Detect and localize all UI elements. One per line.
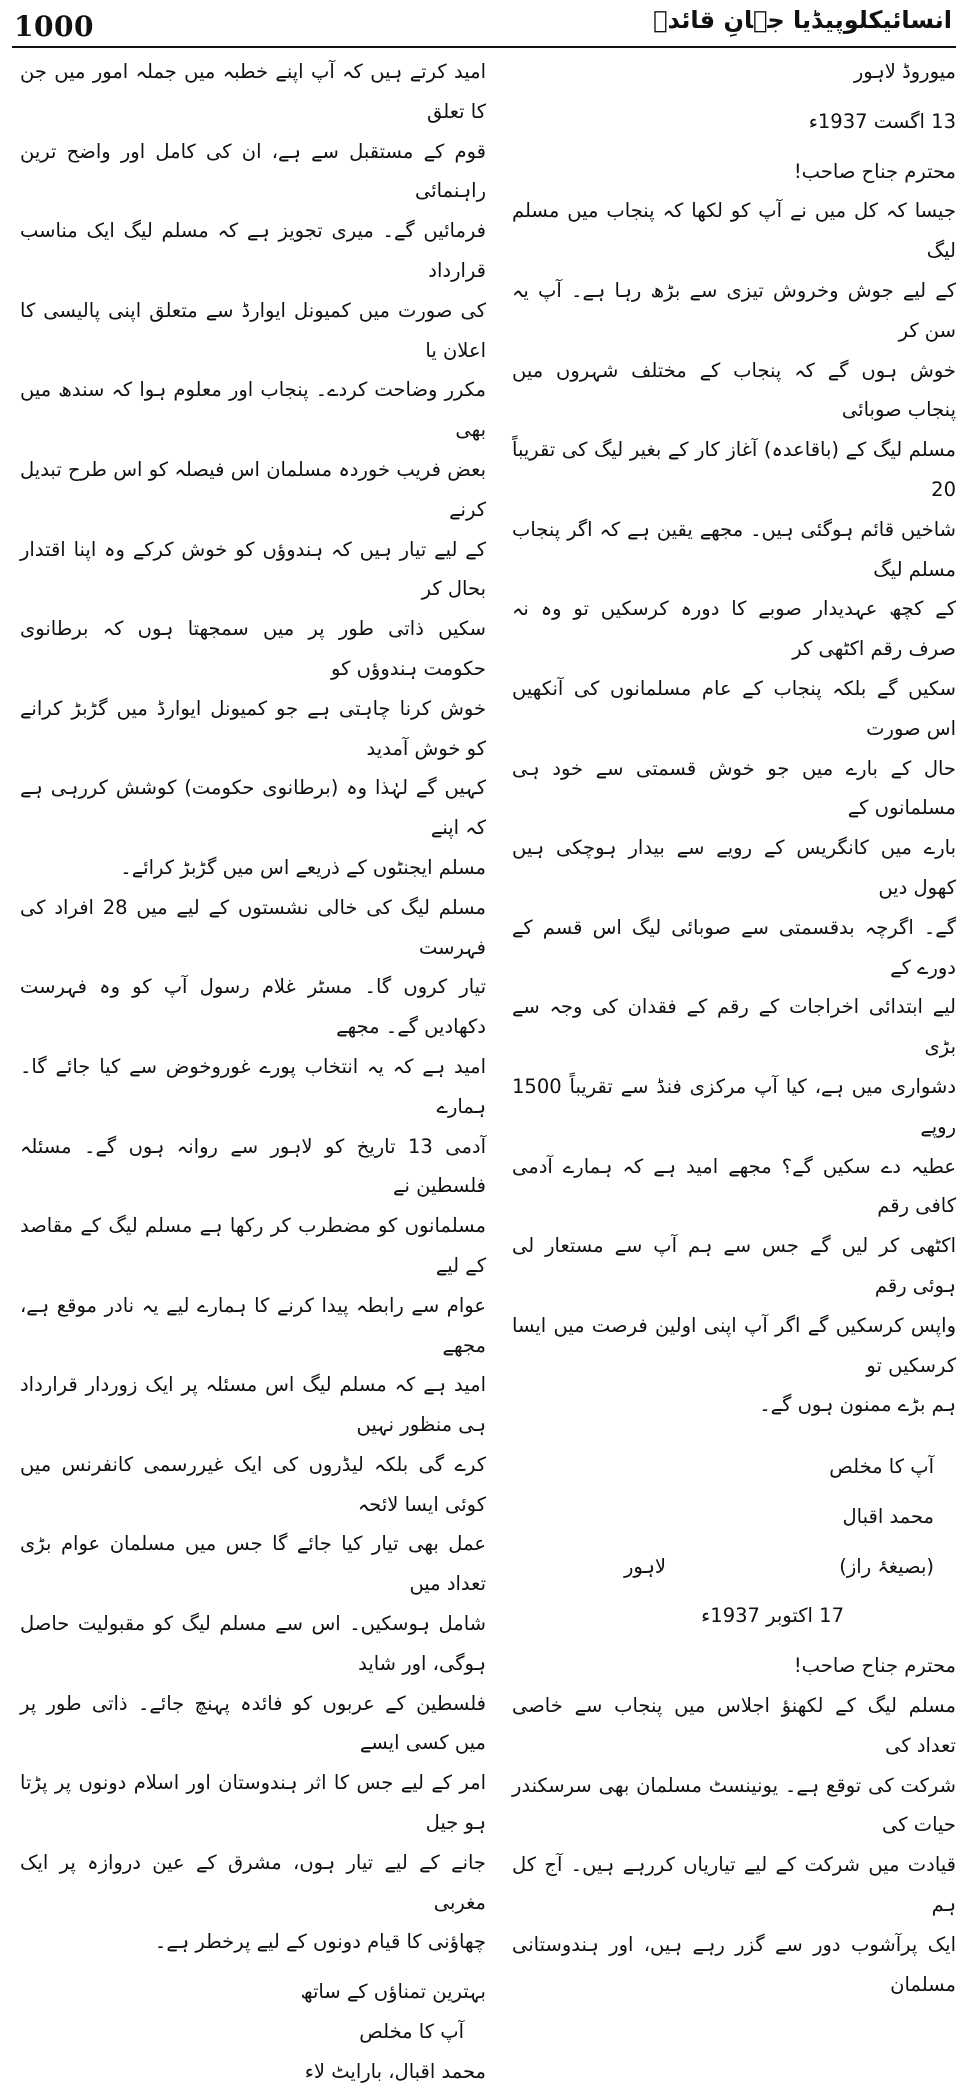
letter2-body-line: عمل بھی تیار کیا جائے گا جس میں مسلمان عوام بڑی تعداد میں (20, 1532, 486, 1596)
letter1-signature: محمد اقبال (842, 1504, 934, 1528)
letter1-place: میوروڈ لاہور (853, 60, 956, 83)
letter2-closing: آپ کا مخلص (359, 2020, 464, 2044)
page-header (12, 0, 956, 48)
letter2-body-line: شرکت کی توقع ہے۔ یونینسٹ مسلمان بھی سرسکندر حیات کی (512, 1773, 956, 1837)
letter2-body-line: کہیں گے لہٰذا وہ (برطانوی حکومت) کوشش کررہی ہے کہ اپنے (20, 776, 486, 840)
letter2-closing-wishes: بہترین تمناؤں کے ساتھ (300, 1980, 486, 2004)
letter2-body-line: مسلمانوں کو مضطرب کر رکھا ہے مسلم لیگ کے مقاصد کے لیے (20, 1214, 486, 1277)
letter2-body-continued (20, 52, 486, 1962)
letter1-body-line: مسلم لیگ کے (باقاعدہ) آغاز کار کے بغیر لیگ کی تقریباً 20 (512, 438, 956, 501)
letter1-body-line: ہم بڑے ممنون ہوں گے۔ (759, 1393, 956, 1417)
letter2-body-line: قوم کے مستقبل سے ہے، ان کی کامل اور واضح ترین راہنمائی (20, 139, 486, 203)
letter2-body-line: مسلم لیگ کے لکھنؤ اجلاس میں پنجاب سے خاصی تعداد کی (512, 1694, 956, 1757)
letter2-body-line: مسلم لیگ کی خالی نشستوں کے لیے میں 28 افراد کی فہرست (20, 895, 486, 959)
letter2-body-line: تیار کروں گا۔ مسٹر غلام رسول آپ کو وہ فہرست دکھادیں گے۔ مجھے (20, 975, 486, 1039)
letter1-body-line: شاخیں قائم ہوگئی ہیں۔ مجھے یقین ہے کہ اگر پنجاب مسلم لیگ (512, 517, 956, 581)
letter1-body-line: سکیں گے بلکہ پنجاب کے عام مسلمانوں کی آنکھیں اس صورت (512, 676, 956, 740)
letter2-body-line: فرمائیں گے۔ میری تجویز ہے کہ مسلم لیگ ایک مناسب قرارداد (20, 219, 486, 282)
letter1-body-line: کے لیے جوش وخروش تیزی سے بڑھ رہا ہے۔ آپ یہ سن کر (512, 278, 956, 342)
letter2-body-line: کی صورت میں کمیونل ایوارڈ سے متعلق اپنی پالیسی کا اعلان یا (20, 298, 486, 362)
letter2-body-line: عوام سے رابطہ پیدا کرنے کا ہمارے لیے یہ نادر موقع ہے، مجھے (20, 1293, 486, 1357)
letter2-body-line: قیادت میں شرکت کے لیے تیاریاں کررہے ہیں۔ آج کل ہم (512, 1853, 956, 1917)
letter1-closing: آپ کا مخلص (829, 1455, 934, 1479)
letter2-body-line: مسلم ایجنٹوں کے ذریعے اس میں گڑبڑ کرائے۔ (120, 855, 486, 879)
letter2-body-line: کے لیے تیار ہیں کہ ہندوؤں کو خوش کرکے وہ اپنا اقتدار بحال کر (20, 537, 486, 601)
letter1-body-line: کے کچھ عہدیدار صوبے کا دورہ کرسکیں تو وہ نہ صرف رقم اکٹھی کر (512, 597, 956, 661)
right-column (512, 52, 956, 2004)
letter2-body-line: سکیں ذاتی طور پر میں سمجھتا ہوں کہ برطانوی حکومت ہندوؤں کو (20, 617, 486, 680)
letter1-body-line: دشواری میں ہے، کیا آپ مرکزی فنڈ سے تقریباً 1500 روپے (512, 1074, 956, 1138)
letter2-salutation: محترم جناح صاحب! (793, 1654, 956, 1678)
letter1-body-line: جیسا کہ کل میں نے آپ کو لکھا کہ پنجاب میں مسلم لیگ (512, 199, 956, 263)
letter1-date: 13 اگست 1937ء (808, 109, 956, 133)
page-number: 1000 (14, 10, 94, 43)
letter2-body-line: امر کے لیے جس کا اثر ہندوستان اور اسلام دونوں پر پڑتا ہو جیل (20, 1771, 486, 1835)
letter2-body-line: چھاؤنی کا قیام دونوں کے لیے پرخطر ہے۔ (154, 1930, 486, 1954)
letter1-body-line: عطیہ دے سکیں گے؟ مجھے امید ہے کہ ہمارے آدمی کافی رقم (512, 1154, 956, 1218)
letter2-body-line: آدمی 13 تاریخ کو لاہور سے روانہ ہوں گے۔ مسئلہ فلسطین نے (20, 1134, 486, 1198)
letter2-body-line: امید ہے کہ مسلم لیگ اس مسئلہ پر ایک زوردار قرارداد ہی منظور نہیں (20, 1373, 486, 1437)
letter2-body-line: امید ہے کہ یہ انتخاب پورے غوروخوض سے کیا جائے گا۔ ہمارے (20, 1054, 486, 1118)
letter2-body-line: امید کرتے ہیں کہ آپ اپنے خطبہ میں جملہ امور میں جن کا تعلق (20, 60, 486, 123)
letter2-body-line: شامل ہوسکیں۔ اس سے مسلم لیگ کو مقبولیت حاصل ہوگی، اور شاید (20, 1612, 486, 1675)
letter1-body-line: واپس کرسکیں گے اگر آپ اپنی اولین فرصت میں ایسا کرسکیں تو (512, 1313, 956, 1377)
letter1-salutation: محترم جناح صاحب! (793, 159, 956, 183)
letter2-signature: محمد اقبال، بارایٹ لاء (304, 2059, 486, 2083)
letter2-body-line: بعض فریب خوردہ مسلمان اس فیصلہ کو اس طرح تبدیل کرنے (20, 457, 486, 521)
letter1-body-line: خوش ہوں گے کہ پنجاب کے مختلف شہروں میں پنجاب صوبائی (512, 358, 956, 422)
letter1-body (512, 191, 956, 1425)
letter1-body-line: حال کے بارے میں جو خوش قسمتی سے خود ہی مسلمانوں کے (512, 756, 956, 820)
letter2-body-line: جانے کے لیے تیار ہوں، مشرق کے عین دروازہ پر ایک مغربی (20, 1850, 486, 1914)
letter2-body-line: مکرر وضاحت کردے۔ پنجاب اور معلوم ہوا کہ سندھ میں بھی (20, 378, 486, 442)
letter2-body-line: کرے گی بلکہ لیڈروں کی ایک غیررسمی کانفرنس میں کوئی ایسا لائحہ (20, 1452, 486, 1516)
letter1-body-line: اکٹھی کر لیں گے جس سے ہم آپ سے مستعار لی ہوئی رقم (512, 1234, 956, 1297)
letter2-body-line: فلسطین کے عربوں کو فائدہ پہنچ جائے۔ ذاتی طور پر میں کسی ایسے (20, 1691, 486, 1755)
letter1-body-line: گے۔ اگرچہ بدقسمتی سے صوبائی لیگ اس قسم کے دورے کے (512, 915, 956, 979)
left-column (20, 52, 486, 2092)
letter2-body-line: ایک پرآشوب دور سے گزر رہے ہیں، اور ہندوستانی مسلمان (512, 1932, 956, 1996)
letter2-date: 17 اکتوبر 1937ء (701, 1604, 844, 1628)
letter2-place-line (512, 1547, 956, 1587)
letter2-place: لاہور (624, 1554, 667, 1578)
letter1-body-line: بارے میں کانگریس کے رویے سے بیدار ہوچکی ہیں کھول دیں (512, 836, 956, 899)
letter1-note: (بصیغۂ راز) (839, 1554, 934, 1578)
letter2-body-line: خوش کرنا چاہتی ہے جو کمیونل ایوارڈ میں گڑبڑ کرانے کو خوش آمدید (20, 696, 486, 760)
running-title: انسائیکلوپیڈیا جہانِ قائدؒ (653, 6, 952, 34)
letter2-body-start (512, 1686, 956, 2004)
letter1-body-line: لیے ابتدائی اخراجات کے رقم کے فقدان کی وجہ سے بڑی (512, 995, 956, 1059)
